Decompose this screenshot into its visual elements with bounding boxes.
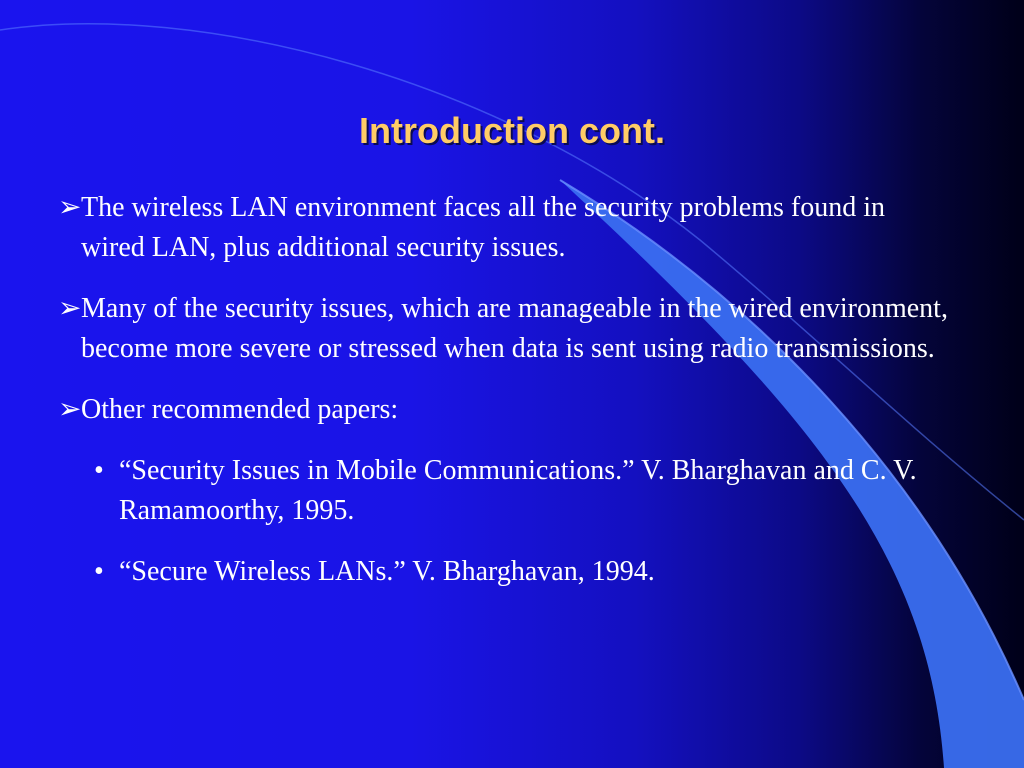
bullet-item: [58, 188, 948, 268]
bullet-text: Many of the security issues, which are manageable in the wired environment, become more severe or stressed when data is sent using radio transmissions.: [81, 293, 948, 364]
bullet-item: [58, 390, 948, 430]
slide-body: [58, 188, 948, 613]
arrowhead-bullet-icon: ➢: [58, 192, 82, 223]
dot-bullet-icon: •: [94, 556, 104, 587]
sub-bullet-text: “Secure Wireless LANs.” V. Bharghavan, 1994.: [119, 556, 655, 587]
sub-bullet-text: “Security Issues in Mobile Communications.” V. Bharghavan and C. V. Ramamoorthy, 1995.: [119, 455, 917, 526]
arrowhead-bullet-icon: ➢: [58, 394, 82, 425]
bullet-text: Other recommended papers:: [81, 394, 399, 425]
sub-bullet-item: [58, 552, 948, 592]
bullet-text: The wireless LAN environment faces all the security problems found in wired LAN, plus additional security issues.: [81, 192, 885, 263]
bullet-item: [58, 289, 948, 369]
dot-bullet-icon: •: [94, 455, 104, 486]
sub-bullet-item: [58, 451, 948, 531]
arrowhead-bullet-icon: ➢: [58, 293, 82, 324]
slide-title: Introduction cont.: [359, 110, 665, 151]
